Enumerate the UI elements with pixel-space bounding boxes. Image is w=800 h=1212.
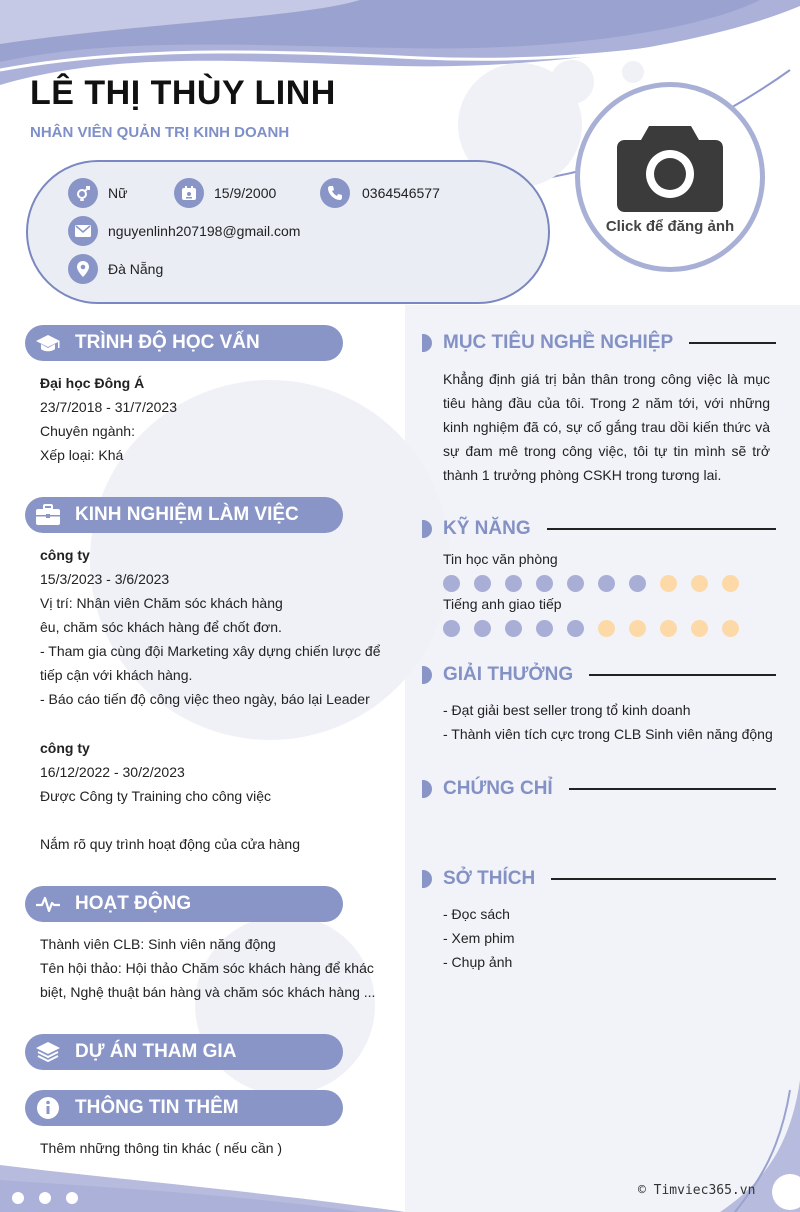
hobbies-heading [422,864,776,894]
job-1-line: - Báo cáo tiến độ công việc theo ngày, báo lại Leader [40,691,370,707]
hobby-line: - Đọc sách [443,906,510,922]
skill-rating [443,620,739,637]
job-title: NHÂN VIÊN QUẢN TRỊ KINH DOANH [30,124,290,141]
birthday-value: 15/9/2000 [214,185,277,201]
projects-heading [25,1034,343,1070]
job-1-company: công ty [40,547,90,563]
certificates-title: CHỨNG CHỈ [443,778,553,799]
heading-divider [547,528,776,530]
gender-icon [68,178,98,208]
skill-dot-filled [474,575,491,592]
contact-birthday [174,178,276,208]
graduation-cap-icon [25,333,71,353]
skill-dot-empty [660,620,677,637]
activity-line: Thành viên CLB: Sinh viên năng động [40,936,276,952]
hobbies-title: SỞ THÍCH [443,868,536,889]
hobby-line: - Xem phim [443,930,515,946]
email-icon [68,216,98,246]
contact-gender [68,178,127,208]
contact-email [68,216,300,246]
skill-dot-empty [722,575,739,592]
contact-address [68,254,163,284]
skill-dot-filled [567,620,584,637]
activity-line: biệt, Nghệ thuật bán hàng và chăm sóc khách hàng ... [40,984,376,1000]
contact-phone [320,178,440,208]
job-1-line: êu, chăm sóc khách hàng để chốt đơn. [40,619,282,635]
skill-dot-empty [722,620,739,637]
hobby-line: - Chụp ảnh [443,954,513,970]
job-2-company: công ty [40,740,90,756]
experience-heading [25,497,343,533]
education-period: 23/7/2018 - 31/7/2023 [40,399,178,415]
heading-marker-icon [422,870,432,888]
skill-name: Tin học văn phòng [443,551,558,567]
objective-title: MỤC TIÊU NGHỀ NGHIỆP [443,332,674,353]
heading-marker-icon [422,520,432,538]
email-value: nguyenlinh207198@gmail.com [108,223,301,239]
photo-upload-label: Click để đăng ảnh [605,217,735,235]
camera-icon [615,120,725,214]
education-school: Đại học Đông Á [40,375,145,391]
job-2-line: Được Công ty Training cho công việc [40,788,271,804]
award-line: - Đạt giải best seller trong tổ kinh doanh [443,702,691,718]
activity-pulse-icon [25,895,71,913]
contact-box [26,160,550,304]
heading-divider [569,788,776,790]
skill-rating [443,575,739,592]
skill-dot-empty [598,620,615,637]
calendar-icon [174,178,204,208]
education-title: TRÌNH ĐỘ HỌC VẤN [75,332,260,353]
activities-title: HOẠT ĐỘNG [75,893,192,914]
phone-value: 0364546577 [362,185,440,201]
skill-dot-empty [691,620,708,637]
heading-divider [689,342,776,344]
heading-marker-icon [422,334,432,352]
heading-divider [589,674,776,676]
skill-dot-empty [691,575,708,592]
awards-title: GIẢI THƯỞNG [443,664,574,685]
candidate-name: LÊ THỊ THÙY LINH [30,74,336,112]
education-rank: Xếp loại: Khá [40,447,124,463]
job-2-period: 16/12/2022 - 30/2/2023 [40,764,185,780]
skill-dot-filled [536,575,553,592]
gender-value: Nữ [108,185,128,201]
more-info-text: Thêm những thông tin khác ( nếu cần ) [40,1140,283,1156]
job-2-line: Nắm rõ quy trình hoạt động của cửa hàng [40,836,300,852]
skill-dot-empty [629,620,646,637]
skill-name: Tiếng anh giao tiếp [443,596,562,612]
footer-copyright: © Timviec365.vn [638,1183,756,1198]
education-major: Chuyên ngành: [40,423,135,439]
award-line: - Thành viên tích cực trong CLB Sinh viên năng động [443,726,773,742]
more-info-title: THÔNG TIN THÊM [75,1097,239,1118]
skill-dot-filled [474,620,491,637]
awards-heading [422,660,776,690]
job-1-line: Vị trí: Nhân viên Chăm sóc khách hàng [40,595,283,611]
skill-dot-filled [505,575,522,592]
layers-icon [25,1041,71,1063]
skill-dot-filled [536,620,553,637]
briefcase-icon [25,504,71,526]
skill-dot-filled [629,575,646,592]
skill-dot-filled [443,575,460,592]
job-1-period: 15/3/2023 - 3/6/2023 [40,571,170,587]
job-1-line: - Tham gia cùng đội Marketing xây dựng chiến lược để [40,643,381,659]
objective-heading [422,328,776,358]
certificates-heading [422,774,776,804]
location-icon [68,254,98,284]
activity-line: Tên hội thảo: Hội thảo Chăm sóc khách hàng để khác [40,960,374,976]
job-1-line: tiếp cận với khách hàng. [40,667,193,683]
skill-dot-filled [443,620,460,637]
objective-text: Khẳng định giá trị bản thân trong công việc là mục tiêu hàng đầu của tôi. Trong 2 năm tới, với những kinh nghiệm đã có, sự cố gắng trau dồi kiến thức và sự đam mê trong công việc, tôi tự tin mình sẽ trở thành 1 trưởng phòng CSKH trong tương lai. [443,371,770,483]
activities-heading [25,886,343,922]
skills-heading [422,514,776,544]
heading-marker-icon [422,780,432,798]
skill-dot-filled [598,575,615,592]
more-info-heading [25,1090,343,1126]
skill-dot-filled [505,620,522,637]
skill-dot-empty [660,575,677,592]
heading-divider [551,878,776,880]
phone-icon [320,178,350,208]
skill-dot-filled [567,575,584,592]
education-heading [25,325,343,361]
skills-title: KỸ NĂNG [443,518,531,539]
projects-title: DỰ ÁN THAM GIA [75,1041,237,1062]
heading-marker-icon [422,666,432,684]
address-value: Đà Nẵng [108,261,164,277]
experience-title: KINH NGHIỆM LÀM VIỆC [75,504,299,525]
info-icon [25,1096,71,1120]
photo-upload[interactable] [575,82,765,272]
